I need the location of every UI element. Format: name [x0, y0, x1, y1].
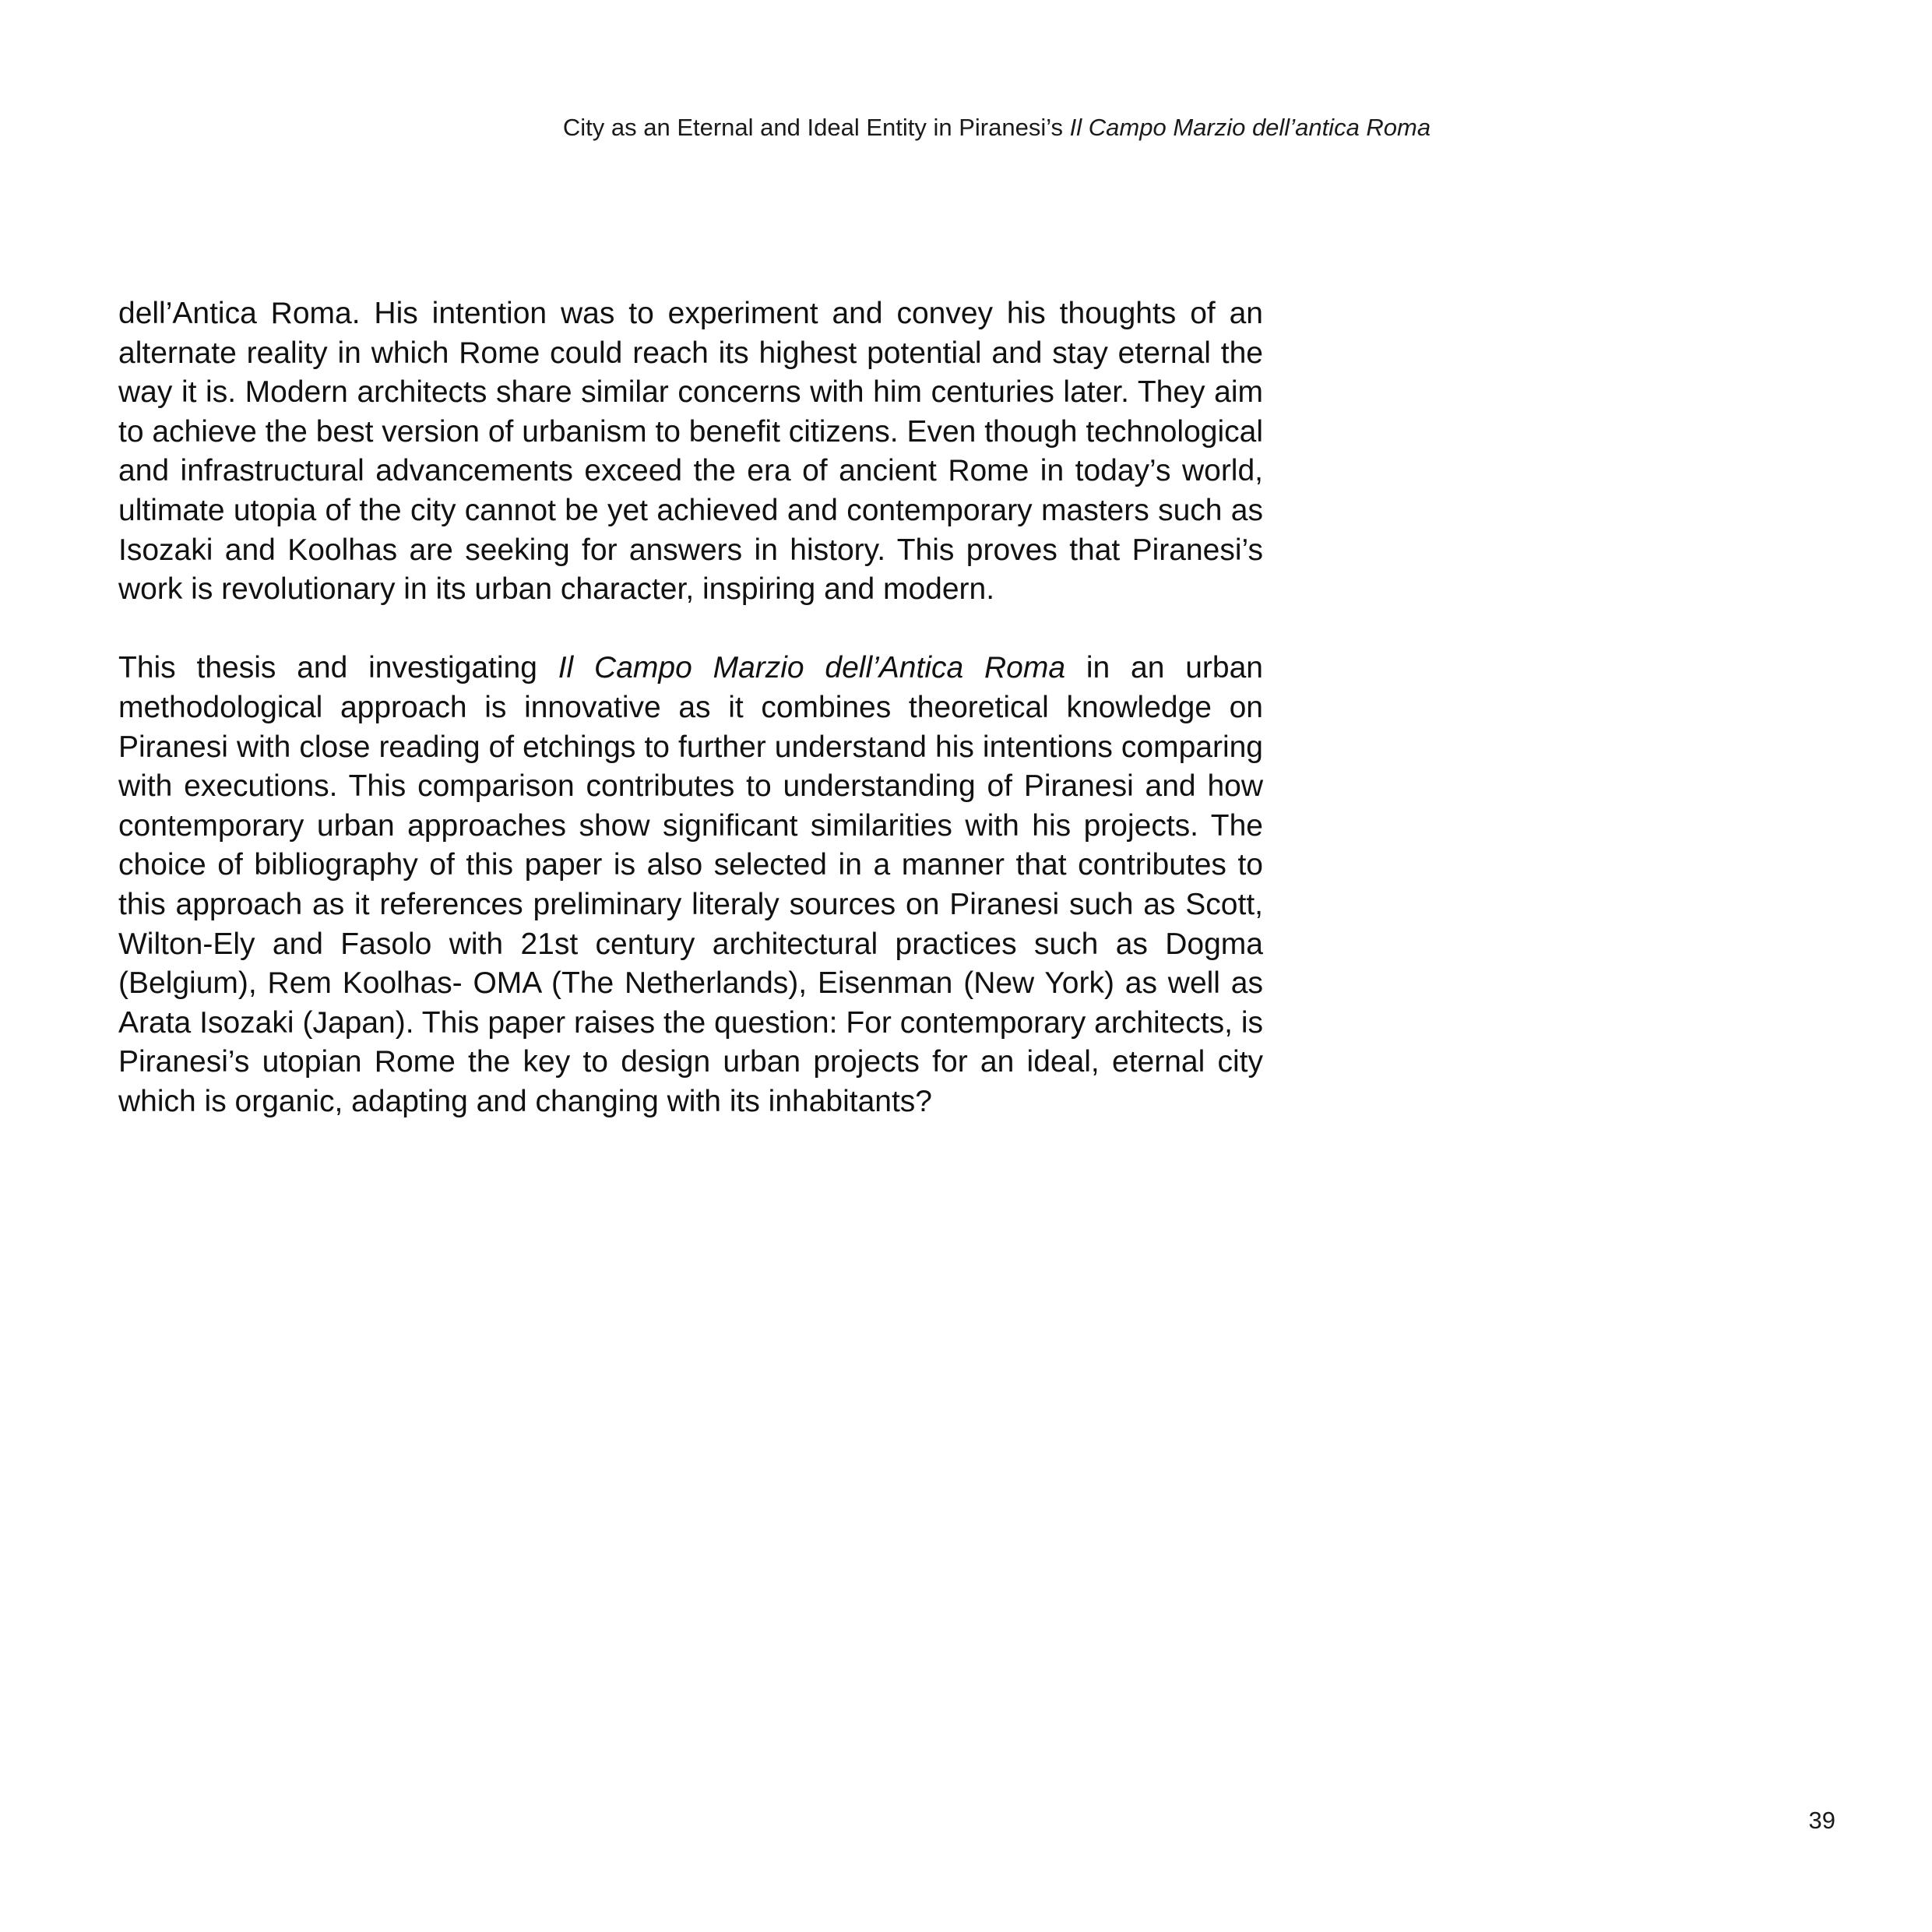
- paragraph-2: [118, 649, 1263, 1121]
- paragraph-2-italic-title: Il Campo Marzio dell’Antica Roma: [558, 651, 1066, 685]
- running-header: [467, 111, 1526, 145]
- paragraph-1: dell’Antica Roma. His intention was to experiment and convey his thoughts of an alternate reality in which Rome could reach its highest potential and stay eternal the way it is. Modern architects share similar concerns with him centuries later. They aim to achieve the best version of urbanism to benefit citizens. Even though technological and infrastructural advancements exceed the era of ancient Rome in today’s world, ultimate utopia of the city cannot be yet achieved and contemporary masters such as Isozaki and Koolhas are seeking for answers in history. This proves that Piranesi’s work is revolutionary in its urban character, inspiring and modern.: [118, 297, 1263, 607]
- page-number: 39: [1808, 1807, 1835, 1834]
- body-text: [118, 294, 1263, 1121]
- running-header-title: City as an Eternal and Ideal Entity in Piranesi’s: [562, 114, 1070, 141]
- paragraph-2-rest: in an urban methodological approach is innovative as it combines theoretical knowledge on Piranesi with close reading of etchings to further understand his intentions comparing with executions. This comparison contributes to understanding of Piranesi and how contemporary urban approaches show significant similarities with his projects. The choice of bibliography of this paper is also selected in a manner that contributes to this approach as it references preliminary literaly sources on Piranesi such as Scott, Wilton-Ely and Fasolo with 21st century architectural practices such as Dogma (Belgium), Rem Koolhas- OMA (The Netherlands), Eisenman (New York) as well as Arata Isozaki (Japan). This paper raises the question: For contemporary architects, is Piranesi’s utopian Rome the key to design urban projects for an ideal, eternal city which is organic, adapting and changing with its inhabitants?: [118, 651, 1263, 1118]
- paragraph-2-start: This thesis and investigating: [118, 651, 558, 685]
- running-header-italic-title: Il Campo Marzio dell’antica Roma: [1069, 114, 1431, 141]
